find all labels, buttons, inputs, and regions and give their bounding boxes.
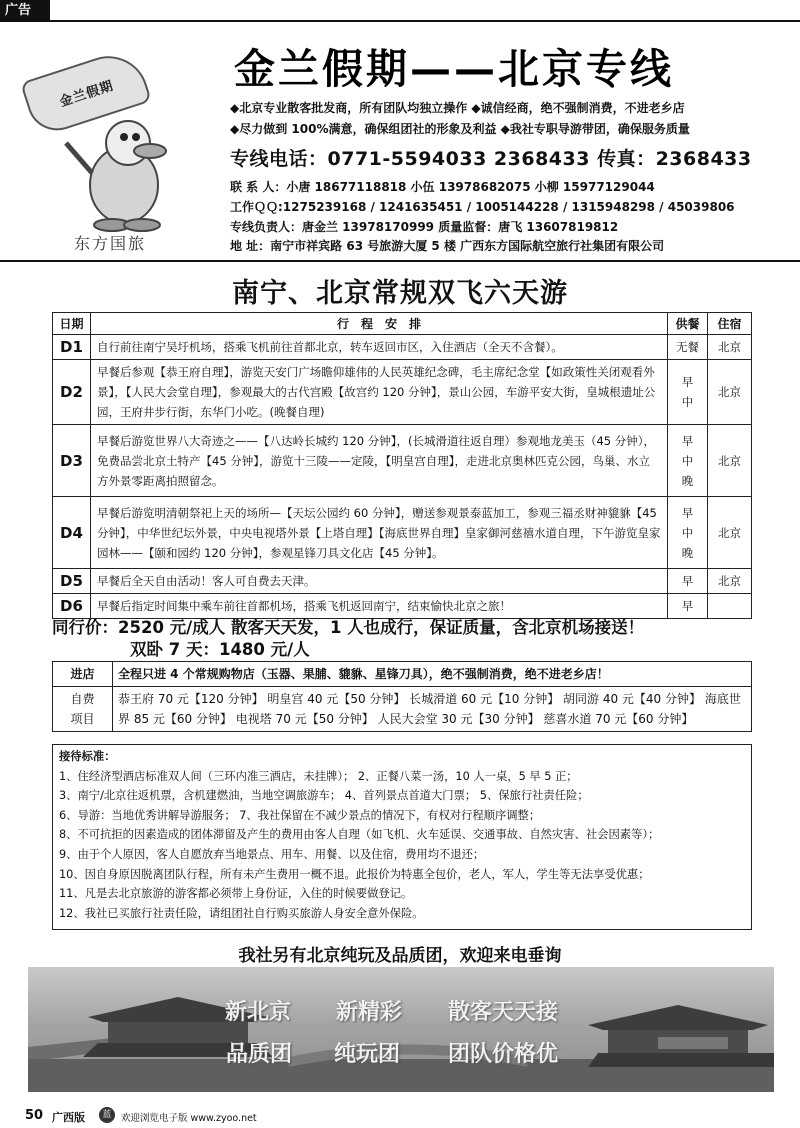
route-title: 南宁、北京常规双飞六天游 [232, 278, 568, 309]
stay-cell: 北京 [708, 335, 752, 360]
standard-item: 9、由于个人原因，客人自愿放弃当地景点、用车、用餐、以及住宿，费用均不退还； [59, 847, 485, 861]
meal-cell: 早 中 晚 [668, 425, 708, 497]
plan-cell: 早餐后游览明清朝祭祀上天的场所—【天坛公园约 60 分钟】，赠送参观景泰蓝加工，参观三福丞财神貔貅【45 分钟】，中华世纪坛外景，中央电视塔外景【上塔自理】【海底世界自理】皇家御河慈禧水道自理，下午游览皇家园林——【颐和园约 120 分钟】，参观星锋刀具文化店【45 分钟】。 [91, 497, 668, 569]
header-divider [0, 260, 800, 262]
banner-image [28, 967, 774, 1092]
table-row [53, 662, 752, 687]
banner-text: 品质团 [226, 1042, 293, 1067]
day-cell: D5 [53, 569, 91, 594]
stay-cell: 北京 [708, 425, 752, 497]
stay-cell: 北京 [708, 497, 752, 569]
edition-label: 广西版 [52, 1111, 85, 1124]
col-day: 日期 [53, 313, 91, 335]
plan-cell: 早餐后游览世界八大奇迹之——【八达岭长城约 120 分钟】，(长城滑道往返自理）参观地龙美玉（45 分钟），免费品尝北京土特产【45 分钟】，游览十三陵——定陵，【明皇宫自理】，走进北京奥林匹克公园，鸟巢、水立方外景零距离拍照留念。 [91, 425, 668, 497]
meal-cell: 无餐 [668, 335, 708, 360]
col-stay: 住宿 [708, 313, 752, 335]
top-rule [0, 20, 800, 22]
tagline-2: ◆尽力做到 100%满意，确保组团社的形象及利益 ◆我社专职导游带团，确保服务质量 [230, 122, 690, 136]
plan-cell: 早餐后全天自由活动！客人可自费去天津。 [91, 569, 668, 594]
table-row [53, 569, 752, 594]
promo-line: 我社另有北京纯玩及品质团，欢迎来电垂询 [238, 946, 562, 966]
table-row [53, 687, 752, 732]
plan-cell: 自行前往南宁吴圩机场，搭乘飞机前往首都北京，转车返回市区，入住酒店（全天不含餐）。 [91, 335, 668, 360]
itinerary-table [52, 312, 752, 619]
col-meal: 供餐 [668, 313, 708, 335]
footer [0, 1102, 800, 1128]
col-plan: 行 程 安 排 [91, 313, 668, 335]
plan-cell: 早餐后指定时间集中乘车前往首都机场，搭乘飞机返回南宁，结束愉快北京之旅！ [91, 594, 668, 619]
website-link[interactable]: 欢迎浏览电子版 www.zyoo.net [121, 1113, 257, 1124]
logo-brand: 东方国旅 [74, 234, 147, 253]
page-number: 50 [25, 1108, 44, 1123]
standard-item: 10、因自身原因脱离团队行程，所有未产生费用一概不退。此报价为特惠全包价，老人，军人，学生等无法享受优惠； [59, 867, 650, 881]
day-cell: D6 [53, 594, 91, 619]
price-line-1: 同行价：2520 元/成人 散客天天发，1 人也成行，保证质量，含北京机场接送！ [52, 618, 645, 637]
forbidden-city-icon [28, 967, 774, 1092]
table-row [53, 335, 752, 360]
duck-mascot-icon [62, 113, 182, 233]
banner-text: 新精彩 [336, 1000, 403, 1025]
edition-badge: 蓝 [99, 1107, 115, 1123]
standards-title: 接待标准： [59, 750, 116, 763]
day-cell: D2 [53, 360, 91, 425]
price-line-2: 双卧 7 天：1480 元/人 [130, 640, 310, 659]
logo [14, 35, 214, 255]
meal-cell: 早 [668, 569, 708, 594]
contact-qq: 工作ＱＱ:1275239168 / 1241635451 / 1005144228 / 1315948298 / 45039806 [230, 200, 735, 214]
plan-cell: 早餐后参观【恭王府自理】，游览天安门广场瞻仰雄伟的人民英雄纪念碑，毛主席纪念堂【如政策性关闭观看外景】，【人民大会堂自理】，参观最大的古代宫殿【故宫约 120 分钟】，景山公园，车游平安大街，皇城根遗址公园，王府井步行街，东华门小吃。(晚餐自理) [91, 360, 668, 425]
meal-cell: 早 中 [668, 360, 708, 425]
standard-item: 8、不可抗拒的因素造成的团体滞留及产生的费用由客人自理（如飞机、火车延误、交通事故、自然灾害、社会因素等）； [59, 828, 660, 842]
meal-cell: 早 [668, 594, 708, 619]
contact-manager: 专线负责人：唐金兰 13978170999 质量监督：唐飞 13607819812 [230, 220, 619, 234]
standard-item: 6、导游：当地优秀讲解导游服务； 7、我社保留在不减少景点的情况下，有权对行程顺序调整； [59, 808, 541, 822]
shopping-text: 全程只进 4 个常规购物店（玉器、果脯、貔貅、星锋刀具），绝不强制消费，绝不进老乡店！ [113, 662, 752, 687]
self-pay-label: 自费 项目 [53, 687, 113, 732]
day-cell: D3 [53, 425, 91, 497]
standard-item: 12、我社已买旅行社责任险，请组团社自行购买旅游人身安全意外保险。 [59, 906, 424, 920]
meal-cell: 早 中 晚 [668, 497, 708, 569]
banner-text: 纯玩团 [334, 1042, 401, 1067]
stay-cell: 北京 [708, 569, 752, 594]
standard-item: 11、凡是去北京旅游的游客都必须带上身份证，入住的时候要做登记。 [59, 887, 413, 901]
standard-item: 3、南宁/北京往返机票，含机建燃油，当地空调旅游车； 4、首列景点首道大门票； 5、保旅行社责任险； [59, 789, 589, 803]
stay-cell: 北京 [708, 360, 752, 425]
contact-people: 联 系 人：小唐 18677118818 小伍 13978682075 小柳 15977129044 [230, 180, 655, 194]
day-cell: D4 [53, 497, 91, 569]
flag-text: 金兰假期 [57, 78, 116, 110]
banner-text: 散客天天接 [448, 1000, 559, 1025]
table-row [53, 497, 752, 569]
day-cell: D1 [53, 335, 91, 360]
banner-text: 团队价格优 [448, 1042, 559, 1067]
ad-tag: 广告 [0, 0, 50, 22]
table-row [53, 360, 752, 425]
tagline-1: ◆北京专业散客批发商，所有团队均独立操作 ◆诚信经商，绝不强制消费，不进老乡店 [230, 101, 685, 115]
shopping-label: 进店 [53, 662, 113, 687]
service-standards [52, 744, 752, 930]
contact-address: 地 址：南宁市祥宾路 63 号旅游大厦 5 楼 广西东方国际航空旅行社集团有限公司 [230, 239, 665, 253]
standard-item: 1、住经济型酒店标准双人间（三环内准三酒店，未挂牌）； 2、正餐八菜一汤，10 人一桌，5 早 5 正； [59, 769, 578, 783]
hotline: 专线电话：0771-5594033 2368433 传真：2368433 [230, 148, 752, 170]
itinerary-header-row [53, 313, 752, 335]
table-row [53, 425, 752, 497]
banner-text: 新北京 [225, 1000, 292, 1025]
page-title: 金兰假期——北京专线 [234, 45, 674, 93]
self-pay-text: 恭王府 70 元【120 分钟】 明皇宫 40 元【50 分钟】 长城滑道 60 元【10 分钟】 胡同游 40 元【40 分钟】 海底世界 85 元【60 分钟】 电视塔 70 元【50 分钟】 人民大会堂 30 元【30 分钟】 慈喜水道 70 元【60 分钟】 [113, 687, 752, 732]
extras-table [52, 661, 752, 732]
